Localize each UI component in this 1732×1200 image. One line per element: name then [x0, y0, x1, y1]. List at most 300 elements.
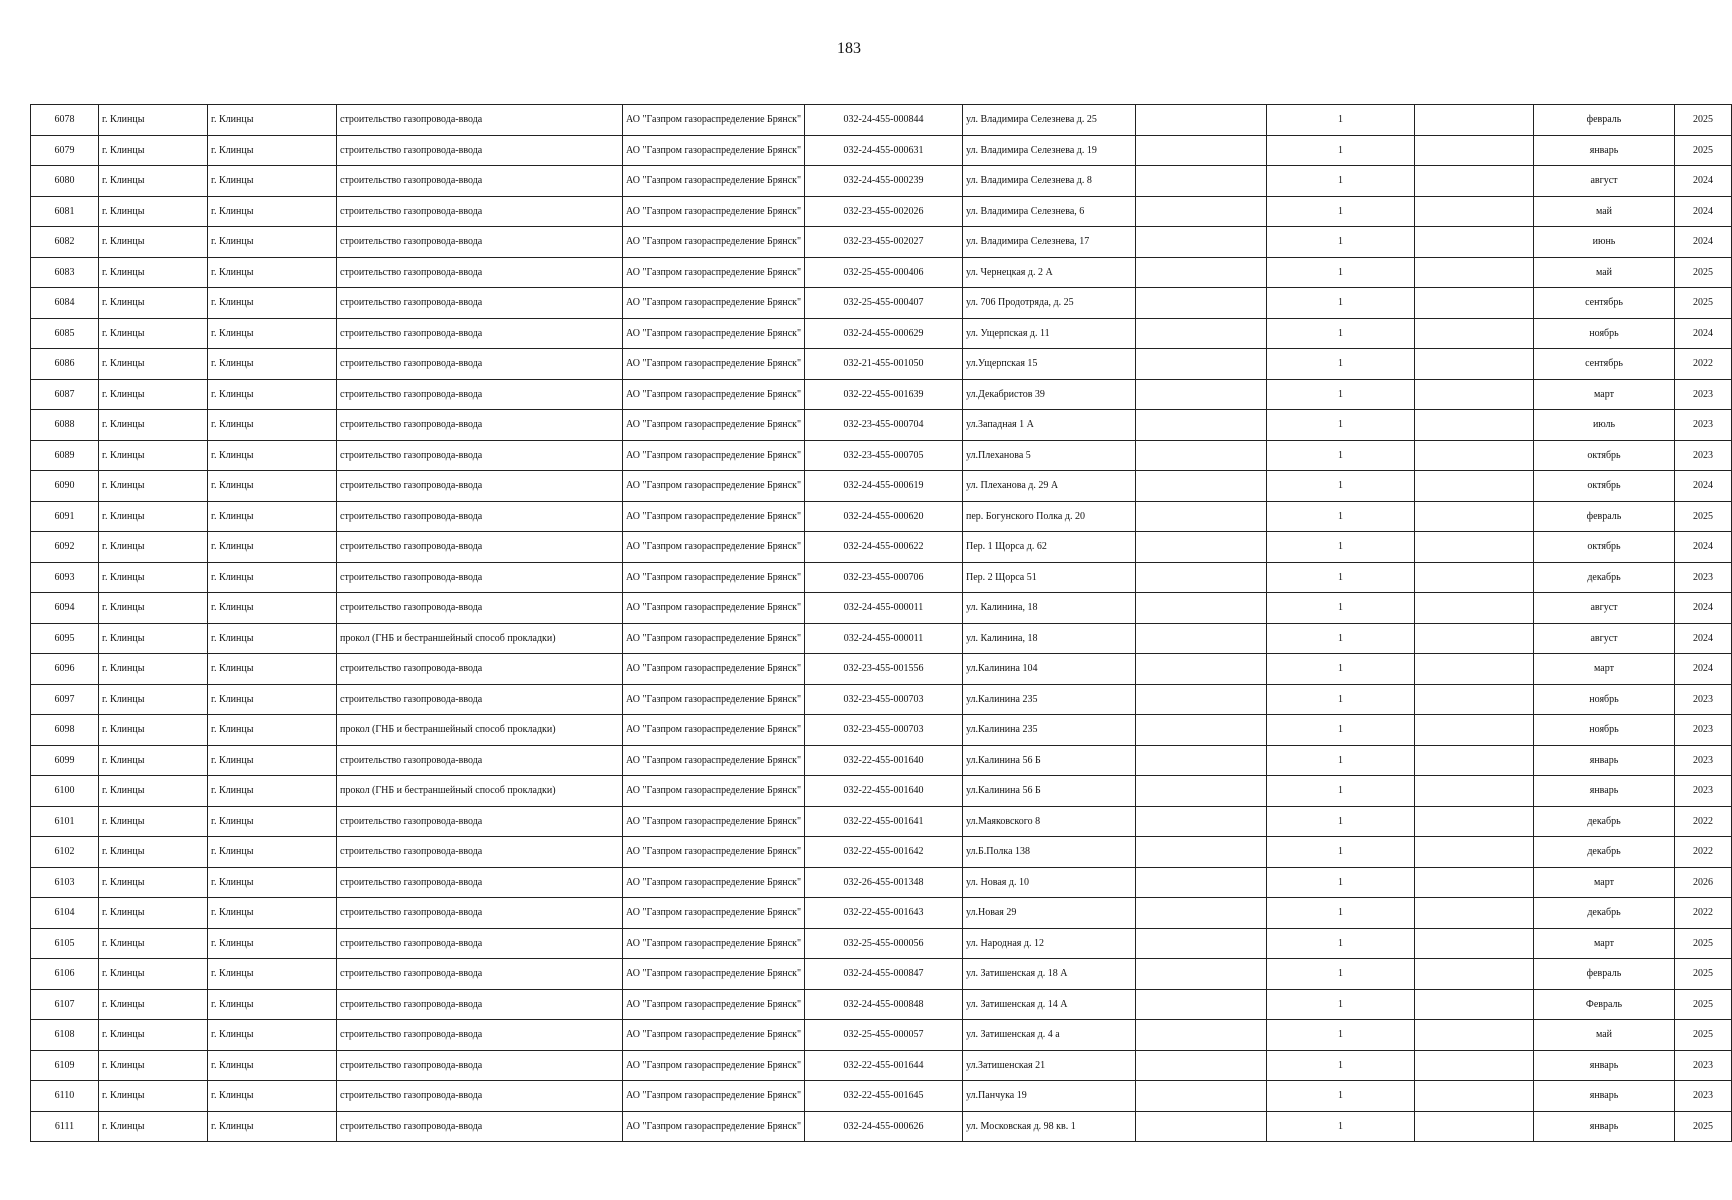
address-cell: ул. Московская д. 98 кв. 1 — [963, 1111, 1136, 1142]
work-type-cell: строительство газопровода-ввода — [337, 1081, 623, 1112]
object-code-cell: 032-23-455-000704 — [805, 410, 963, 441]
organization-cell: АО "Газпром газораспределение Брянск" — [623, 288, 805, 319]
locality-cell: г. Клинцы — [208, 1111, 337, 1142]
empty-cell — [1136, 501, 1267, 532]
locality-cell: г. Клинцы — [208, 471, 337, 502]
district-cell: г. Клинцы — [99, 837, 208, 868]
year-cell: 2025 — [1675, 501, 1732, 532]
row-number-cell: 6102 — [31, 837, 99, 868]
quantity-cell: 1 — [1267, 166, 1415, 197]
address-cell: ул.Ущерпская 15 — [963, 349, 1136, 380]
empty-cell — [1415, 318, 1534, 349]
work-type-cell: строительство газопровода-ввода — [337, 867, 623, 898]
table-row — [31, 654, 1732, 685]
table-row — [31, 1111, 1732, 1142]
work-type-cell: строительство газопровода-ввода — [337, 989, 623, 1020]
quantity-cell: 1 — [1267, 684, 1415, 715]
locality-cell: г. Клинцы — [208, 227, 337, 258]
empty-cell — [1415, 928, 1534, 959]
empty-cell — [1415, 532, 1534, 563]
locality-cell: г. Клинцы — [208, 806, 337, 837]
empty-cell — [1136, 1050, 1267, 1081]
month-cell: ноябрь — [1534, 684, 1675, 715]
empty-cell — [1136, 715, 1267, 746]
row-number-cell: 6097 — [31, 684, 99, 715]
year-cell: 2024 — [1675, 471, 1732, 502]
address-cell: ул. Владимира Селезнева, 17 — [963, 227, 1136, 258]
table-row — [31, 562, 1732, 593]
object-code-cell: 032-23-455-002026 — [805, 196, 963, 227]
empty-cell — [1136, 166, 1267, 197]
work-type-cell: строительство газопровода-ввода — [337, 135, 623, 166]
district-cell: г. Клинцы — [99, 654, 208, 685]
table-row — [31, 806, 1732, 837]
table-row — [31, 684, 1732, 715]
locality-cell: г. Клинцы — [208, 105, 337, 136]
empty-cell — [1136, 349, 1267, 380]
organization-cell: АО "Газпром газораспределение Брянск" — [623, 684, 805, 715]
empty-cell — [1136, 989, 1267, 1020]
locality-cell: г. Клинцы — [208, 989, 337, 1020]
locality-cell: г. Клинцы — [208, 166, 337, 197]
quantity-cell: 1 — [1267, 227, 1415, 258]
work-type-cell: строительство газопровода-ввода — [337, 501, 623, 532]
works-table — [30, 104, 1732, 1142]
locality-cell: г. Клинцы — [208, 959, 337, 990]
organization-cell: АО "Газпром газораспределение Брянск" — [623, 318, 805, 349]
year-cell: 2022 — [1675, 898, 1732, 929]
month-cell: март — [1534, 654, 1675, 685]
locality-cell: г. Клинцы — [208, 898, 337, 929]
object-code-cell: 032-25-455-000056 — [805, 928, 963, 959]
locality-cell: г. Клинцы — [208, 318, 337, 349]
organization-cell: АО "Газпром газораспределение Брянск" — [623, 1020, 805, 1051]
object-code-cell: 032-24-455-000011 — [805, 593, 963, 624]
empty-cell — [1415, 1111, 1534, 1142]
address-cell: ул. Владимира Селезнева, 6 — [963, 196, 1136, 227]
work-type-cell: строительство газопровода-ввода — [337, 227, 623, 258]
empty-cell — [1415, 867, 1534, 898]
quantity-cell: 1 — [1267, 105, 1415, 136]
object-code-cell: 032-26-455-001348 — [805, 867, 963, 898]
work-type-cell: строительство газопровода-ввода — [337, 806, 623, 837]
quantity-cell: 1 — [1267, 135, 1415, 166]
table-row — [31, 532, 1732, 563]
table-row — [31, 1020, 1732, 1051]
quantity-cell: 1 — [1267, 654, 1415, 685]
organization-cell: АО "Газпром газораспределение Брянск" — [623, 715, 805, 746]
table-row — [31, 227, 1732, 258]
address-cell: ул.Калинина 104 — [963, 654, 1136, 685]
object-code-cell: 032-24-455-000620 — [805, 501, 963, 532]
row-number-cell: 6092 — [31, 532, 99, 563]
empty-cell — [1415, 196, 1534, 227]
organization-cell: АО "Газпром газораспределение Брянск" — [623, 501, 805, 532]
year-cell: 2023 — [1675, 562, 1732, 593]
row-number-cell: 6094 — [31, 593, 99, 624]
organization-cell: АО "Газпром газораспределение Брянск" — [623, 806, 805, 837]
empty-cell — [1415, 654, 1534, 685]
locality-cell: г. Клинцы — [208, 867, 337, 898]
year-cell: 2022 — [1675, 837, 1732, 868]
row-number-cell: 6078 — [31, 105, 99, 136]
address-cell: пер. Богунского Полка д. 20 — [963, 501, 1136, 532]
locality-cell: г. Клинцы — [208, 776, 337, 807]
empty-cell — [1415, 593, 1534, 624]
object-code-cell: 032-23-455-000705 — [805, 440, 963, 471]
month-cell: январь — [1534, 1081, 1675, 1112]
empty-cell — [1415, 135, 1534, 166]
organization-cell: АО "Газпром газораспределение Брянск" — [623, 471, 805, 502]
quantity-cell: 1 — [1267, 745, 1415, 776]
work-type-cell: строительство газопровода-ввода — [337, 684, 623, 715]
organization-cell: АО "Газпром газораспределение Брянск" — [623, 135, 805, 166]
organization-cell: АО "Газпром газораспределение Брянск" — [623, 532, 805, 563]
address-cell: ул.Калинина 235 — [963, 715, 1136, 746]
quantity-cell: 1 — [1267, 928, 1415, 959]
object-code-cell: 032-23-455-000703 — [805, 684, 963, 715]
row-number-cell: 6109 — [31, 1050, 99, 1081]
year-cell: 2025 — [1675, 135, 1732, 166]
row-number-cell: 6089 — [31, 440, 99, 471]
quantity-cell: 1 — [1267, 959, 1415, 990]
work-type-cell: строительство газопровода-ввода — [337, 1111, 623, 1142]
row-number-cell: 6093 — [31, 562, 99, 593]
address-cell: ул. Владимира Селезнева д. 19 — [963, 135, 1136, 166]
empty-cell — [1136, 684, 1267, 715]
empty-cell — [1136, 105, 1267, 136]
organization-cell: АО "Газпром газораспределение Брянск" — [623, 105, 805, 136]
object-code-cell: 032-23-455-002027 — [805, 227, 963, 258]
empty-cell — [1415, 715, 1534, 746]
address-cell: ул.Маяковского 8 — [963, 806, 1136, 837]
quantity-cell: 1 — [1267, 989, 1415, 1020]
month-cell: декабрь — [1534, 837, 1675, 868]
empty-cell — [1136, 745, 1267, 776]
month-cell: январь — [1534, 745, 1675, 776]
row-number-cell: 6080 — [31, 166, 99, 197]
district-cell: г. Клинцы — [99, 1050, 208, 1081]
row-number-cell: 6101 — [31, 806, 99, 837]
row-number-cell: 6091 — [31, 501, 99, 532]
month-cell: декабрь — [1534, 898, 1675, 929]
organization-cell: АО "Газпром газораспределение Брянск" — [623, 166, 805, 197]
work-type-cell: строительство газопровода-ввода — [337, 562, 623, 593]
month-cell: январь — [1534, 135, 1675, 166]
locality-cell: г. Клинцы — [208, 440, 337, 471]
month-cell: декабрь — [1534, 562, 1675, 593]
table-row — [31, 105, 1732, 136]
month-cell: январь — [1534, 776, 1675, 807]
address-cell: Пер. 1 Щорса д. 62 — [963, 532, 1136, 563]
year-cell: 2022 — [1675, 349, 1732, 380]
row-number-cell: 6096 — [31, 654, 99, 685]
locality-cell: г. Клинцы — [208, 1050, 337, 1081]
empty-cell — [1136, 623, 1267, 654]
work-type-cell: строительство газопровода-ввода — [337, 1020, 623, 1051]
locality-cell: г. Клинцы — [208, 1020, 337, 1051]
table-row — [31, 989, 1732, 1020]
table-row — [31, 959, 1732, 990]
organization-cell: АО "Газпром газораспределение Брянск" — [623, 745, 805, 776]
row-number-cell: 6090 — [31, 471, 99, 502]
quantity-cell: 1 — [1267, 1020, 1415, 1051]
month-cell: июнь — [1534, 227, 1675, 258]
table-row — [31, 1050, 1732, 1081]
month-cell: ноябрь — [1534, 715, 1675, 746]
year-cell: 2024 — [1675, 623, 1732, 654]
table-row — [31, 257, 1732, 288]
year-cell: 2023 — [1675, 440, 1732, 471]
empty-cell — [1415, 1020, 1534, 1051]
year-cell: 2024 — [1675, 166, 1732, 197]
year-cell: 2023 — [1675, 1081, 1732, 1112]
table-row — [31, 715, 1732, 746]
district-cell: г. Клинцы — [99, 227, 208, 258]
district-cell: г. Клинцы — [99, 135, 208, 166]
address-cell: ул. Калинина, 18 — [963, 623, 1136, 654]
empty-cell — [1415, 105, 1534, 136]
organization-cell: АО "Газпром газораспределение Брянск" — [623, 654, 805, 685]
organization-cell: АО "Газпром газораспределение Брянск" — [623, 349, 805, 380]
organization-cell: АО "Газпром газораспределение Брянск" — [623, 379, 805, 410]
object-code-cell: 032-22-455-001641 — [805, 806, 963, 837]
address-cell: ул. Чернецкая д. 2 А — [963, 257, 1136, 288]
organization-cell: АО "Газпром газораспределение Брянск" — [623, 196, 805, 227]
empty-cell — [1136, 532, 1267, 563]
work-type-cell: строительство газопровода-ввода — [337, 532, 623, 563]
table-row — [31, 745, 1732, 776]
locality-cell: г. Клинцы — [208, 196, 337, 227]
row-number-cell: 6081 — [31, 196, 99, 227]
month-cell: август — [1534, 593, 1675, 624]
district-cell: г. Клинцы — [99, 989, 208, 1020]
object-code-cell: 032-22-455-001644 — [805, 1050, 963, 1081]
address-cell: Пер. 2 Щорса 51 — [963, 562, 1136, 593]
address-cell: ул. Затишенская д. 4 а — [963, 1020, 1136, 1051]
work-type-cell: прокол (ГНБ и бестраншейный способ прокладки) — [337, 623, 623, 654]
address-cell: ул.Калинина 56 Б — [963, 776, 1136, 807]
row-number-cell: 6083 — [31, 257, 99, 288]
month-cell: Февраль — [1534, 989, 1675, 1020]
address-cell: ул.Панчука 19 — [963, 1081, 1136, 1112]
year-cell: 2025 — [1675, 288, 1732, 319]
address-cell: ул.Калинина 56 Б — [963, 745, 1136, 776]
object-code-cell: 032-22-455-001643 — [805, 898, 963, 929]
month-cell: август — [1534, 623, 1675, 654]
year-cell: 2022 — [1675, 806, 1732, 837]
district-cell: г. Клинцы — [99, 562, 208, 593]
organization-cell: АО "Газпром газораспределение Брянск" — [623, 898, 805, 929]
address-cell: ул. Калинина, 18 — [963, 593, 1136, 624]
year-cell: 2025 — [1675, 257, 1732, 288]
address-cell: ул.Западная 1 А — [963, 410, 1136, 441]
empty-cell — [1415, 959, 1534, 990]
empty-cell — [1136, 440, 1267, 471]
empty-cell — [1415, 623, 1534, 654]
quantity-cell: 1 — [1267, 1050, 1415, 1081]
locality-cell: г. Клинцы — [208, 135, 337, 166]
table-row — [31, 623, 1732, 654]
month-cell: октябрь — [1534, 532, 1675, 563]
table-body — [31, 105, 1732, 1142]
address-cell: ул. Плеханова д. 29 А — [963, 471, 1136, 502]
quantity-cell: 1 — [1267, 379, 1415, 410]
object-code-cell: 032-22-455-001642 — [805, 837, 963, 868]
row-number-cell: 6079 — [31, 135, 99, 166]
locality-cell: г. Клинцы — [208, 349, 337, 380]
work-type-cell: строительство газопровода-ввода — [337, 1050, 623, 1081]
empty-cell — [1136, 196, 1267, 227]
quantity-cell: 1 — [1267, 623, 1415, 654]
organization-cell: АО "Газпром газораспределение Брянск" — [623, 776, 805, 807]
empty-cell — [1136, 1020, 1267, 1051]
work-type-cell: строительство газопровода-ввода — [337, 837, 623, 868]
month-cell: март — [1534, 867, 1675, 898]
empty-cell — [1136, 1111, 1267, 1142]
district-cell: г. Клинцы — [99, 745, 208, 776]
table-row — [31, 776, 1732, 807]
locality-cell: г. Клинцы — [208, 684, 337, 715]
month-cell: февраль — [1534, 959, 1675, 990]
table-row — [31, 349, 1732, 380]
district-cell: г. Клинцы — [99, 501, 208, 532]
table-row — [31, 501, 1732, 532]
month-cell: февраль — [1534, 105, 1675, 136]
row-number-cell: 6103 — [31, 867, 99, 898]
empty-cell — [1136, 562, 1267, 593]
table-row — [31, 898, 1732, 929]
district-cell: г. Клинцы — [99, 1020, 208, 1051]
empty-cell — [1415, 989, 1534, 1020]
district-cell: г. Клинцы — [99, 684, 208, 715]
row-number-cell: 6095 — [31, 623, 99, 654]
table-row — [31, 288, 1732, 319]
table-row — [31, 928, 1732, 959]
object-code-cell: 032-24-455-000844 — [805, 105, 963, 136]
table-row — [31, 410, 1732, 441]
organization-cell: АО "Газпром газораспределение Брянск" — [623, 440, 805, 471]
address-cell: ул. Затишенская д. 18 А — [963, 959, 1136, 990]
row-number-cell: 6087 — [31, 379, 99, 410]
object-code-cell: 032-24-455-000239 — [805, 166, 963, 197]
work-type-cell: строительство газопровода-ввода — [337, 105, 623, 136]
address-cell: ул. Ущерпская д. 11 — [963, 318, 1136, 349]
month-cell: август — [1534, 166, 1675, 197]
empty-cell — [1415, 166, 1534, 197]
work-type-cell: строительство газопровода-ввода — [337, 959, 623, 990]
table-row — [31, 135, 1732, 166]
work-type-cell: строительство газопровода-ввода — [337, 654, 623, 685]
quantity-cell: 1 — [1267, 410, 1415, 441]
year-cell: 2023 — [1675, 1050, 1732, 1081]
work-type-cell: строительство газопровода-ввода — [337, 379, 623, 410]
empty-cell — [1415, 684, 1534, 715]
address-cell: ул.Затишенская 21 — [963, 1050, 1136, 1081]
locality-cell: г. Клинцы — [208, 501, 337, 532]
locality-cell: г. Клинцы — [208, 288, 337, 319]
district-cell: г. Клинцы — [99, 1081, 208, 1112]
locality-cell: г. Клинцы — [208, 623, 337, 654]
table-row — [31, 440, 1732, 471]
year-cell: 2026 — [1675, 867, 1732, 898]
empty-cell — [1415, 227, 1534, 258]
year-cell: 2024 — [1675, 532, 1732, 563]
year-cell: 2023 — [1675, 776, 1732, 807]
work-type-cell: прокол (ГНБ и бестраншейный способ прокладки) — [337, 715, 623, 746]
object-code-cell: 032-24-455-000847 — [805, 959, 963, 990]
quantity-cell: 1 — [1267, 288, 1415, 319]
district-cell: г. Клинцы — [99, 318, 208, 349]
month-cell: январь — [1534, 1050, 1675, 1081]
locality-cell: г. Клинцы — [208, 654, 337, 685]
organization-cell: АО "Газпром газораспределение Брянск" — [623, 623, 805, 654]
object-code-cell: 032-23-455-000706 — [805, 562, 963, 593]
object-code-cell: 032-24-455-000626 — [805, 1111, 963, 1142]
work-type-cell: строительство газопровода-ввода — [337, 928, 623, 959]
work-type-cell: строительство газопровода-ввода — [337, 898, 623, 929]
quantity-cell: 1 — [1267, 776, 1415, 807]
work-type-cell: прокол (ГНБ и бестраншейный способ прокладки) — [337, 776, 623, 807]
month-cell: март — [1534, 928, 1675, 959]
empty-cell — [1415, 257, 1534, 288]
organization-cell: АО "Газпром газораспределение Брянск" — [623, 1050, 805, 1081]
year-cell: 2023 — [1675, 410, 1732, 441]
year-cell: 2024 — [1675, 654, 1732, 685]
table-row — [31, 593, 1732, 624]
month-cell: январь — [1534, 1111, 1675, 1142]
organization-cell: АО "Газпром газораспределение Брянск" — [623, 959, 805, 990]
empty-cell — [1136, 1081, 1267, 1112]
month-cell: май — [1534, 257, 1675, 288]
row-number-cell: 6107 — [31, 989, 99, 1020]
district-cell: г. Клинцы — [99, 166, 208, 197]
address-cell: ул.Новая 29 — [963, 898, 1136, 929]
object-code-cell: 032-22-455-001640 — [805, 745, 963, 776]
locality-cell: г. Клинцы — [208, 257, 337, 288]
district-cell: г. Клинцы — [99, 867, 208, 898]
month-cell: май — [1534, 196, 1675, 227]
year-cell: 2024 — [1675, 196, 1732, 227]
locality-cell: г. Клинцы — [208, 562, 337, 593]
empty-cell — [1415, 349, 1534, 380]
address-cell: ул. Затишенская д. 14 А — [963, 989, 1136, 1020]
empty-cell — [1415, 379, 1534, 410]
month-cell: октябрь — [1534, 471, 1675, 502]
quantity-cell: 1 — [1267, 715, 1415, 746]
locality-cell: г. Клинцы — [208, 410, 337, 441]
district-cell: г. Клинцы — [99, 196, 208, 227]
table-row — [31, 837, 1732, 868]
row-number-cell: 6110 — [31, 1081, 99, 1112]
row-number-cell: 6088 — [31, 410, 99, 441]
district-cell: г. Клинцы — [99, 257, 208, 288]
organization-cell: АО "Газпром газораспределение Брянск" — [623, 1081, 805, 1112]
object-code-cell: 032-25-455-000407 — [805, 288, 963, 319]
year-cell: 2025 — [1675, 1111, 1732, 1142]
district-cell: г. Клинцы — [99, 440, 208, 471]
month-cell: май — [1534, 1020, 1675, 1051]
empty-cell — [1136, 867, 1267, 898]
empty-cell — [1136, 410, 1267, 441]
address-cell: ул.Калинина 235 — [963, 684, 1136, 715]
row-number-cell: 6108 — [31, 1020, 99, 1051]
work-type-cell: строительство газопровода-ввода — [337, 349, 623, 380]
quantity-cell: 1 — [1267, 440, 1415, 471]
address-cell: ул.Декабристов 39 — [963, 379, 1136, 410]
district-cell: г. Клинцы — [99, 288, 208, 319]
quantity-cell: 1 — [1267, 593, 1415, 624]
